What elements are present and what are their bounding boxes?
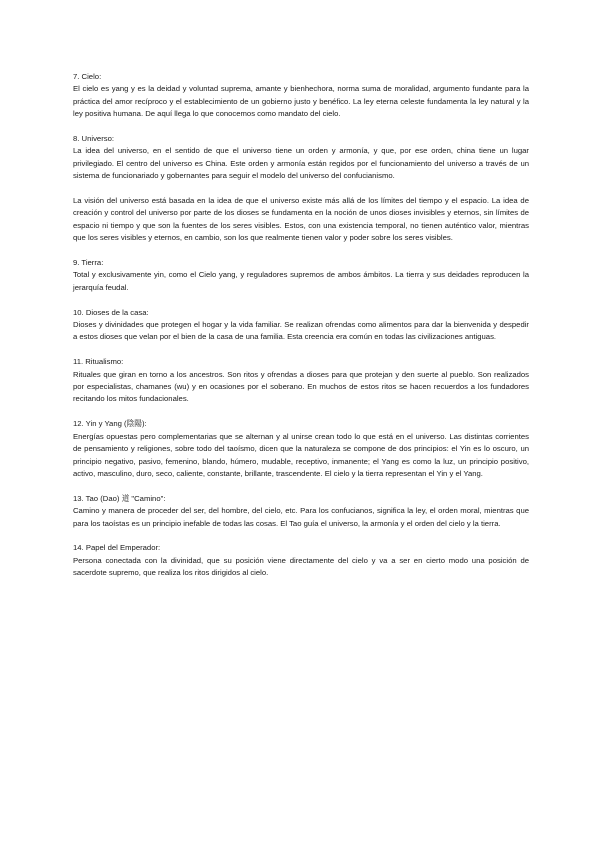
section [73, 133, 529, 245]
section-paragraph: Energías opuestas pero complementarias que se alternan y al unirse crean todo lo que está en el universo. Las distintas corrientes de pensamiento y religiones, sobre todo del taoísmo, dicen que la naturaleza se compone de dos principios: el Yin es lo oscuro, un principio negativo, pasivo, femenino, blando, húmero, mudable, receptivo, inmanente; el Yang es como la luz, un principio positivo, activo, masculino, duro, seco, caliente, constante, brillante, trascendente. El cielo y la tierra representan el Yin y el Yang. [73, 431, 529, 478]
section [73, 307, 529, 344]
section [73, 418, 529, 480]
section-paragraph: El cielo es yang y es la deidad y voluntad suprema, amante y bienhechora, norma suma de moralidad, argumento fundante para la práctica del amor recíproco y el establecimiento de un gobierno justo y benéfico. La ley eterna celeste fundamenta la ley natural y la ley positiva humana. De aquí llega lo que conocemos como mandato del cielo. [73, 84, 529, 119]
section-heading: 9. Tierra: [73, 258, 104, 268]
section-heading: 11. Ritualismo: [73, 357, 124, 367]
section-paragraph: La visión del universo está basada en la idea de que el universo existe más allá de los límites del tiempo y el espacio. La idea de creación y control del universo por parte de los dioses se fundamenta en la noción de unos dioses invisibles y eternos, sin límites de espacio ni tiempo y que son la fuentes de los seres visibles. Estos, con una existencia temporal, no tienen auténtico valor, mientras que los seres visibles y eternos, en cambio, son los que realmente tienen valor y poder sobre los seres visibles. [73, 196, 529, 243]
section [73, 542, 529, 579]
section-heading: 8. Universo: [73, 134, 115, 144]
document-body [73, 71, 529, 592]
section-paragraph: Total y exclusivamente yin, como el Cielo yang, y reguladores supremos de ambos ámbitos. La tierra y sus deidades reproducen la jerarquía feudal. [73, 270, 529, 292]
section-heading: 13. Tao (Dao) 道 "Camino": [73, 493, 166, 503]
section-heading: 10. Dioses de la casa: [73, 307, 149, 317]
section [73, 257, 529, 294]
section-heading: 14. Papel del Emperador: [73, 543, 161, 553]
section [73, 71, 529, 121]
section-paragraph: Dioses y divinidades que protegen el hogar y la vida familiar. Se realizan ofrendas como alimentos para dar la bienvenida y despedir a estos dioses que velan por el bien de la casa de una familia. Esta creencia era común en todas las civilizaciones antiguas. [73, 320, 529, 342]
section-heading: 7. Cielo: [73, 72, 102, 81]
section-heading: 12. Yin y Yang (陰陽): [73, 419, 147, 429]
section-paragraph: Camino y manera de proceder del ser, del hombre, del cielo, etc. Para los confucianos, significa la ley, el orden moral, mientras que para los taoístas es un principio inefable de todas las cosas. El Tao guía el universo, la armonía y el orden del cielo y la tierra. [73, 506, 529, 528]
section-paragraph: La idea del universo, en el sentido de que el universo tiene un orden y armonía, y que, por ese orden, china tiene un lugar privilegiado. El centro del universo es China. Este orden y armonía están regidos por el funcionamiento del universo a través de un sistema de funcionariado y gobernantes para seguir el modelo del universo del confucianismo. [73, 146, 529, 181]
section-paragraph: Persona conectada con la divinidad, que su posición viene directamente del cielo y va a ser en cierto modo una posición de sacerdote supremo, que realiza los ritos dirigidos al cielo. [73, 555, 529, 578]
section [73, 356, 529, 406]
section-paragraph: Rituales que giran en torno a los ancestros. Son ritos y ofrendas a dioses para que protejan y den suerte al pueblo. Son realizados por especialistas, chamanes (wu) y en ocasiones por el soberano. En muchos de estos ritos se hacen recuerdos a los fundadores recitando los mitos fundacionales. [73, 369, 529, 404]
section [73, 493, 529, 530]
